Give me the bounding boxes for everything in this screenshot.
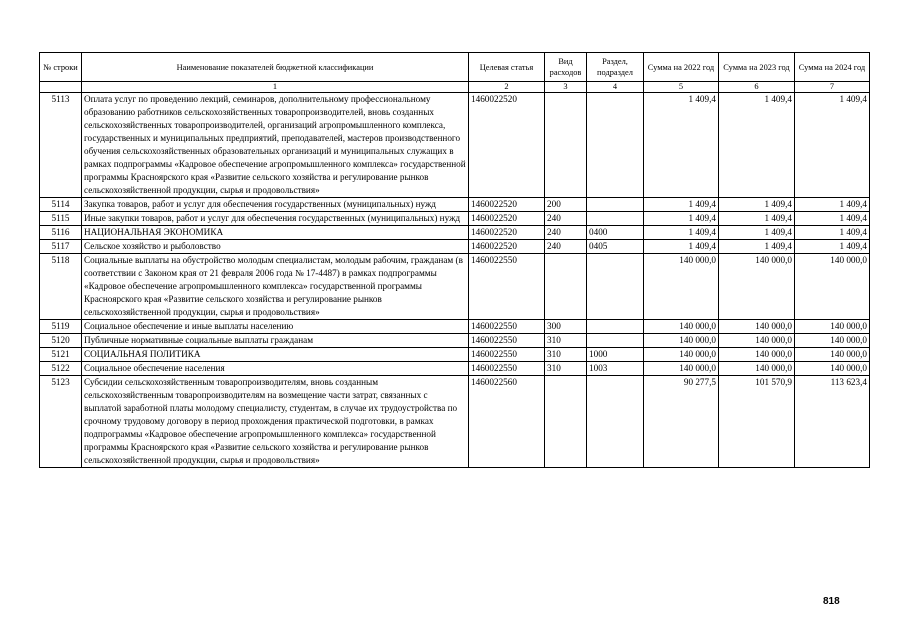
column-number: 2 — [469, 82, 545, 93]
sum-2023-cell: 1 409,4 — [719, 226, 795, 240]
target-item-cell: 1460022560 — [469, 376, 545, 468]
table-row — [40, 334, 870, 348]
row-number-cell: 5120 — [40, 334, 82, 348]
section-cell — [587, 334, 644, 348]
column-number: 3 — [545, 82, 587, 93]
expense-type-cell: 240 — [545, 212, 587, 226]
section-cell — [587, 198, 644, 212]
sum-2024-cell: 140 000,0 — [795, 348, 870, 362]
table-row — [40, 254, 870, 320]
column-number-row — [40, 82, 870, 93]
sum-2023-cell: 1 409,4 — [719, 198, 795, 212]
sum-2024-cell: 140 000,0 — [795, 254, 870, 320]
indicator-name-cell: НАЦИОНАЛЬНАЯ ЭКОНОМИКА — [82, 226, 469, 240]
sum-2024-cell: 113 623,4 — [795, 376, 870, 468]
indicator-name-cell: Сельское хозяйство и рыболовство — [82, 240, 469, 254]
target-item-cell: 1460022520 — [469, 240, 545, 254]
column-number: 7 — [795, 82, 870, 93]
indicator-name-cell: Социальное обеспечение населения — [82, 362, 469, 376]
section-cell: 0400 — [587, 226, 644, 240]
sum-2023-cell: 140 000,0 — [719, 254, 795, 320]
row-number-cell: 5123 — [40, 376, 82, 468]
sum-2023-cell: 140 000,0 — [719, 334, 795, 348]
column-number: 5 — [644, 82, 719, 93]
sum-2023-cell: 1 409,4 — [719, 93, 795, 198]
sum-2022-cell: 140 000,0 — [644, 254, 719, 320]
sum-2022-cell: 1 409,4 — [644, 198, 719, 212]
sum-2023-cell: 140 000,0 — [719, 362, 795, 376]
sum-2023-cell: 1 409,4 — [719, 212, 795, 226]
indicator-name-cell: Публичные нормативные социальные выплаты гражданам — [82, 334, 469, 348]
table-body — [40, 93, 870, 468]
section-cell: 1003 — [587, 362, 644, 376]
column-number: 1 — [82, 82, 469, 93]
table-row — [40, 348, 870, 362]
sum-2024-cell: 1 409,4 — [795, 198, 870, 212]
row-number-cell: 5113 — [40, 93, 82, 198]
header-row-number: № строки — [40, 53, 82, 82]
sum-2022-cell: 140 000,0 — [644, 348, 719, 362]
expense-type-cell — [545, 376, 587, 468]
row-number-cell: 5122 — [40, 362, 82, 376]
header-sum-2022: Сумма на 2022 год — [644, 53, 719, 82]
header-target-item: Целевая статья — [469, 53, 545, 82]
table-row — [40, 240, 870, 254]
table-row — [40, 226, 870, 240]
target-item-cell: 1460022520 — [469, 198, 545, 212]
expense-type-cell: 240 — [545, 240, 587, 254]
target-item-cell: 1460022550 — [469, 348, 545, 362]
expense-type-cell — [545, 254, 587, 320]
sum-2022-cell: 140 000,0 — [644, 334, 719, 348]
row-number-cell: 5116 — [40, 226, 82, 240]
sum-2022-cell: 1 409,4 — [644, 93, 719, 198]
header-indicator-name: Наименование показателей бюджетной классификации — [82, 53, 469, 82]
indicator-name-cell: Субсидии сельскохозяйственным товаропроизводителям, вновь созданным сельскохозяйственным товаропроизводителям на возмещение части затрат, связанных с выплатой заработной платы молодому специалисту, студентам, в случае их трудоустройства по срочному трудовому договору в период прохождения практической подготовки, в рамках подпрограммы «Кадровое обеспечение агропромышленного комплекса» государственной программы Красноярского края «Развитие сельского хозяйства и регулирование рынков сельскохозяйственной продукции, сырья и продовольствия» — [82, 376, 469, 468]
expense-type-cell — [545, 93, 587, 198]
target-item-cell: 1460022520 — [469, 93, 545, 198]
sum-2022-cell: 140 000,0 — [644, 362, 719, 376]
row-number-cell: 5119 — [40, 320, 82, 334]
page-number: 818 — [823, 596, 840, 607]
header-row — [40, 53, 870, 82]
table-row — [40, 212, 870, 226]
target-item-cell: 1460022550 — [469, 254, 545, 320]
section-cell: 1000 — [587, 348, 644, 362]
sum-2023-cell: 140 000,0 — [719, 348, 795, 362]
target-item-cell: 1460022520 — [469, 226, 545, 240]
section-cell — [587, 254, 644, 320]
sum-2024-cell: 140 000,0 — [795, 362, 870, 376]
column-number — [40, 82, 82, 93]
indicator-name-cell: Социальные выплаты на обустройство молодым специалистам, молодым рабочим, гражданам (в соответствии с Законом края от 21 февраля 2006 года № 17-4487) в рамках подпрограммы «Кадровое обеспечение агропромышленного комплекса» государственной программы Красноярского края «Развитие сельского хозяйства и регулирование рынков сельскохозяйственной продукции, сырья и продовольствия» — [82, 254, 469, 320]
section-cell — [587, 320, 644, 334]
header-expense-type: Вид расходов — [545, 53, 587, 82]
row-number-cell: 5118 — [40, 254, 82, 320]
sum-2024-cell: 140 000,0 — [795, 334, 870, 348]
indicator-name-cell: Социальное обеспечение и иные выплаты населению — [82, 320, 469, 334]
sum-2024-cell: 1 409,4 — [795, 93, 870, 198]
column-number: 4 — [587, 82, 644, 93]
row-number-cell: 5121 — [40, 348, 82, 362]
section-cell — [587, 376, 644, 468]
sum-2023-cell: 101 570,9 — [719, 376, 795, 468]
sum-2022-cell: 1 409,4 — [644, 212, 719, 226]
sum-2023-cell: 140 000,0 — [719, 320, 795, 334]
indicator-name-cell: Оплата услуг по проведению лекций, семинаров, дополнительному профессиональному образованию работников сельскохозяйственных товаропроизводителей, вновь созданных сельскохозяйственных товаропроизводителей, организаций агропромышленного комплекса, государственных и муниципальных предприятий, преподавателей, мастеров производственного обучения сельскохозяйственных образовательных организаций и муниципальных служащих в рамках подпрограммы «Кадровое обеспечение агропромышленного комплекса» государственной программы Красноярского края «Развитие сельского хозяйства и регулирование рынков сельскохозяйственной продукции, сырья и продовольствия» — [82, 93, 469, 198]
sum-2022-cell: 90 277,5 — [644, 376, 719, 468]
header-sum-2023: Сумма на 2023 год — [719, 53, 795, 82]
indicator-name-cell: Закупка товаров, работ и услуг для обеспечения государственных (муниципальных) нужд — [82, 198, 469, 212]
target-item-cell: 1460022550 — [469, 362, 545, 376]
target-item-cell: 1460022550 — [469, 320, 545, 334]
section-cell: 0405 — [587, 240, 644, 254]
sum-2022-cell: 1 409,4 — [644, 240, 719, 254]
budget-table — [39, 52, 870, 468]
sum-2024-cell: 140 000,0 — [795, 320, 870, 334]
sum-2024-cell: 1 409,4 — [795, 226, 870, 240]
section-cell — [587, 93, 644, 198]
sum-2023-cell: 1 409,4 — [719, 240, 795, 254]
sum-2022-cell: 140 000,0 — [644, 320, 719, 334]
expense-type-cell: 200 — [545, 198, 587, 212]
table-row — [40, 362, 870, 376]
expense-type-cell: 310 — [545, 348, 587, 362]
header-section: Раздел, подраздел — [587, 53, 644, 82]
indicator-name-cell: Иные закупки товаров, работ и услуг для обеспечения государственных (муниципальных) нужд — [82, 212, 469, 226]
table-row — [40, 198, 870, 212]
expense-type-cell: 240 — [545, 226, 587, 240]
expense-type-cell: 300 — [545, 320, 587, 334]
sum-2024-cell: 1 409,4 — [795, 212, 870, 226]
table-row — [40, 376, 870, 468]
expense-type-cell: 310 — [545, 334, 587, 348]
sum-2024-cell: 1 409,4 — [795, 240, 870, 254]
indicator-name-cell: СОЦИАЛЬНАЯ ПОЛИТИКА — [82, 348, 469, 362]
section-cell — [587, 212, 644, 226]
expense-type-cell: 310 — [545, 362, 587, 376]
row-number-cell: 5117 — [40, 240, 82, 254]
target-item-cell: 1460022550 — [469, 334, 545, 348]
table-row — [40, 93, 870, 198]
target-item-cell: 1460022520 — [469, 212, 545, 226]
header-sum-2024: Сумма на 2024 год — [795, 53, 870, 82]
table-row — [40, 320, 870, 334]
column-number: 6 — [719, 82, 795, 93]
row-number-cell: 5114 — [40, 198, 82, 212]
sum-2022-cell: 1 409,4 — [644, 226, 719, 240]
row-number-cell: 5115 — [40, 212, 82, 226]
